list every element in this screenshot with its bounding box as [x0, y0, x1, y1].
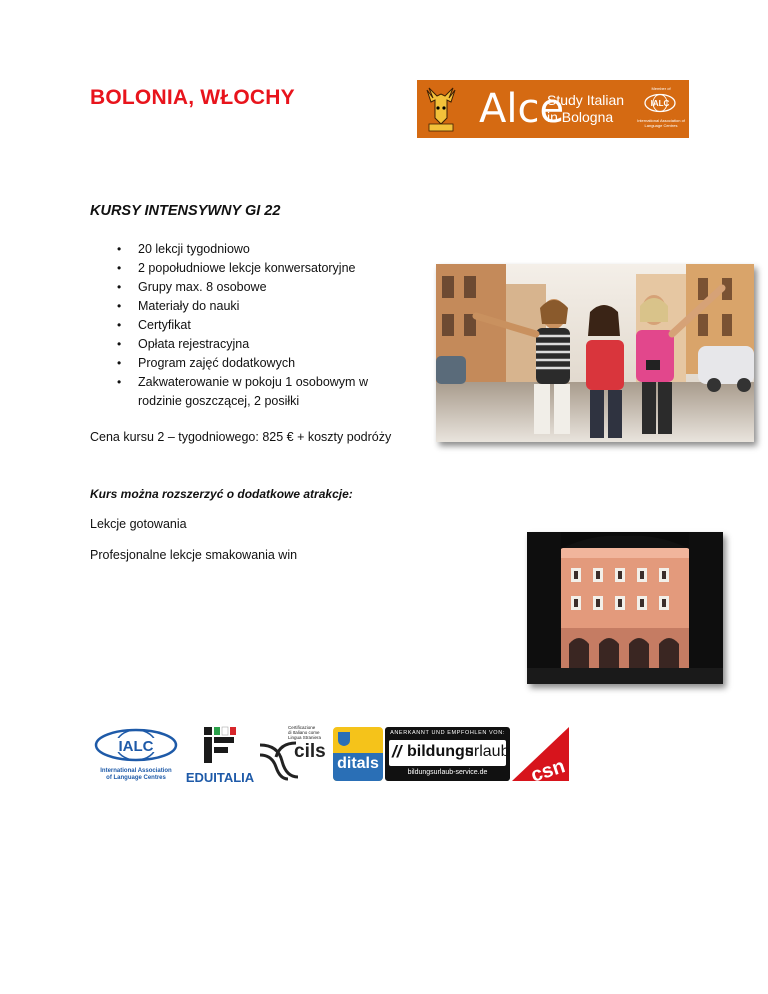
moose-mascot-icon [421, 84, 461, 134]
course-heading: KURSY INTENSYWNY GI 22 [90, 203, 281, 219]
list-item: • Opłata rejestracyjna [117, 335, 407, 354]
eduitalia-mark-icon [182, 725, 258, 765]
list-item: • Grupy max. 8 osobowe [117, 278, 407, 297]
ialc-globe-icon [93, 727, 179, 763]
svg-text:IALC: IALC [118, 738, 154, 755]
course-features-list [117, 240, 407, 411]
list-item: • Zakwaterowanie w pokoju 1 osobowym w rodzinie goszczącej, 2 posiłki [117, 373, 407, 411]
extra-item: Lekcje gotowania [90, 517, 187, 531]
students-photo [436, 264, 754, 442]
svg-text:IALC: IALC [650, 99, 670, 108]
extra-item: Profesjonalne lekcje smakowania win [90, 548, 298, 562]
cils-swirl-icon [258, 739, 298, 781]
list-item: • 20 lekcji tygodniowo [117, 240, 407, 259]
cils-logo: Certificazione di Italiano come Lingua Straniera cils [258, 725, 330, 781]
bologna-arcade-photo [527, 532, 723, 684]
svg-text:csn: csn [528, 755, 568, 781]
eduitalia-logo: EDUITALIA [182, 725, 258, 781]
ditals-logo: ditals [333, 727, 383, 781]
course-price: Cena kursu 2 – tygodniowego: 825 € + koszty podróży [90, 430, 392, 444]
list-item: • 2 popołudniowe lekcje konwersatoryjne [117, 259, 407, 278]
list-item: • Program zajęć dodatkowych [117, 354, 407, 373]
extras-heading: Kurs można rozszerzyć o dodatkowe atrakcje: [90, 487, 353, 501]
alce-wordmark: Alce [479, 86, 565, 132]
list-item: • Certyfikat [117, 316, 407, 335]
bildungsurlaub-logo: ANERKANNT UND EMPFOHLEN VON: // bildungs urlaub bildungsurlaub-service.de [385, 727, 510, 781]
alce-logo [417, 80, 689, 138]
list-item: • Materiały do nauki [117, 297, 407, 316]
csn-logo [512, 727, 569, 781]
ditals-shield-icon [337, 731, 351, 747]
ialc-member-badge: Member of IALC International Association of Language Centres [637, 86, 685, 128]
page-title: BOLONIA, WŁOCHY [90, 86, 295, 109]
alce-subtitle: Study Italian in Bologna [547, 92, 625, 125]
ialc-globe-icon [643, 93, 677, 113]
ialc-logo: IALC International Association of Language Centres [93, 727, 179, 781]
